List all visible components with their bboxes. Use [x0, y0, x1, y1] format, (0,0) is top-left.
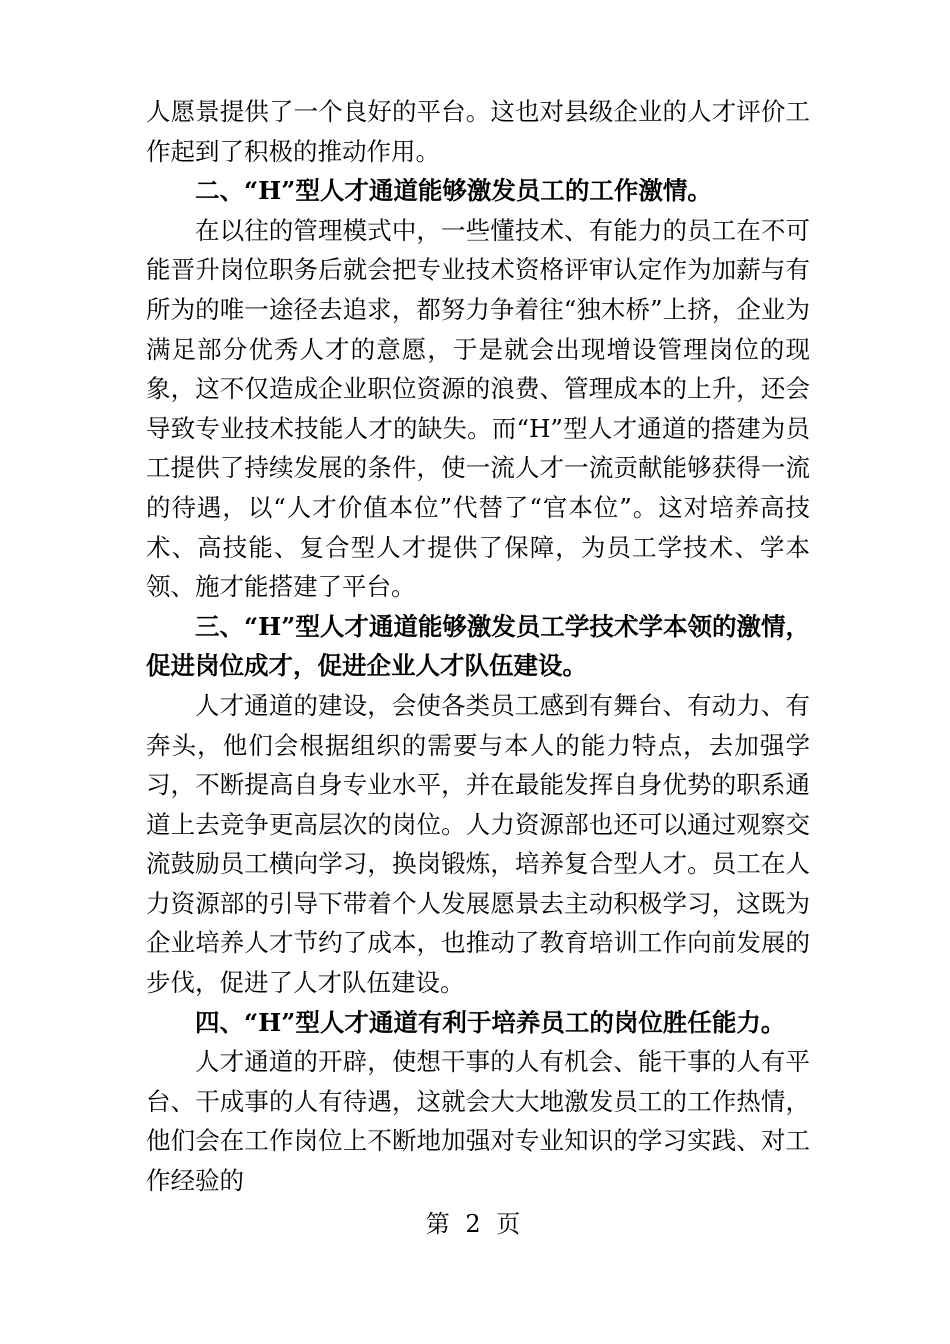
section-heading-4: 四、“H”型人才通道有利于培养员工的岗位胜任能力。: [195, 1007, 786, 1037]
page-number: 第 2 页: [425, 1210, 525, 1238]
paragraph-body: 在以往的管理模式中，一些懂技术、有能力的员工在不可能晋升岗位职务后就会把专业技术资格评审认定作为加薪与有所为的唯一途径去追求，都努力争着往“独木桥”上挤，企业为满足部分优秀人才的意愿，于是就会出现增设管理岗位的现象，这不仅造成企业职位资源的浪费、管理成本的上升，还会导致专业技术技能人才的缺失。而“H”型人才通道的搭建为员工提供了持续发展的条件，使一流人才一流贡献能够获得一流的待遇，以“人才价值本位”代替了“官本位”。这对培养高技术、高技能、复合型人才提供了保障，为员工学技术、学本领、施才能搭建了平台。: [146, 215, 810, 602]
section-heading-2: 二、“H”型人才通道能够激发员工的工作激情。: [195, 176, 712, 206]
paragraph-body: 人才通道的建设，会使各类员工感到有舞台、有动力、有奔头，他们会根据组织的需要与本人的能力特点，去加强学习，不断提高自身专业水平，并在最能发挥自身优势的职系通道上去竞争更高层次的岗位。人力资源部也还可以通过观察交流鼓励员工横向学习，换岗锻炼，培养复合型人才。员工在人力资源部的引导下带着个人发展愿景去主动积极学习，这既为企业培养人才节约了成本，也推动了教育培训工作向前发展的步伐，促进了人才队伍建设。: [146, 690, 810, 998]
section-heading-3: 三、“H”型人才通道能够激发员工学技术学本领的激情，促进岗位成才，促进企业人才队伍建设。: [146, 611, 810, 681]
paragraph-continuation: 人愿景提供了一个良好的平台。这也对县级企业的人才评价工作起到了积极的推动作用。: [146, 97, 810, 166]
document-body: [146, 92, 810, 1201]
paragraph-body: 人才通道的开辟，使想干事的人有机会、能干事的人有平台、干成事的人有待遇，这就会大大地激发员工的工作热情，他们会在工作岗位上不断地加强对专业知识的学习实践、对工作经验的: [146, 1047, 810, 1196]
